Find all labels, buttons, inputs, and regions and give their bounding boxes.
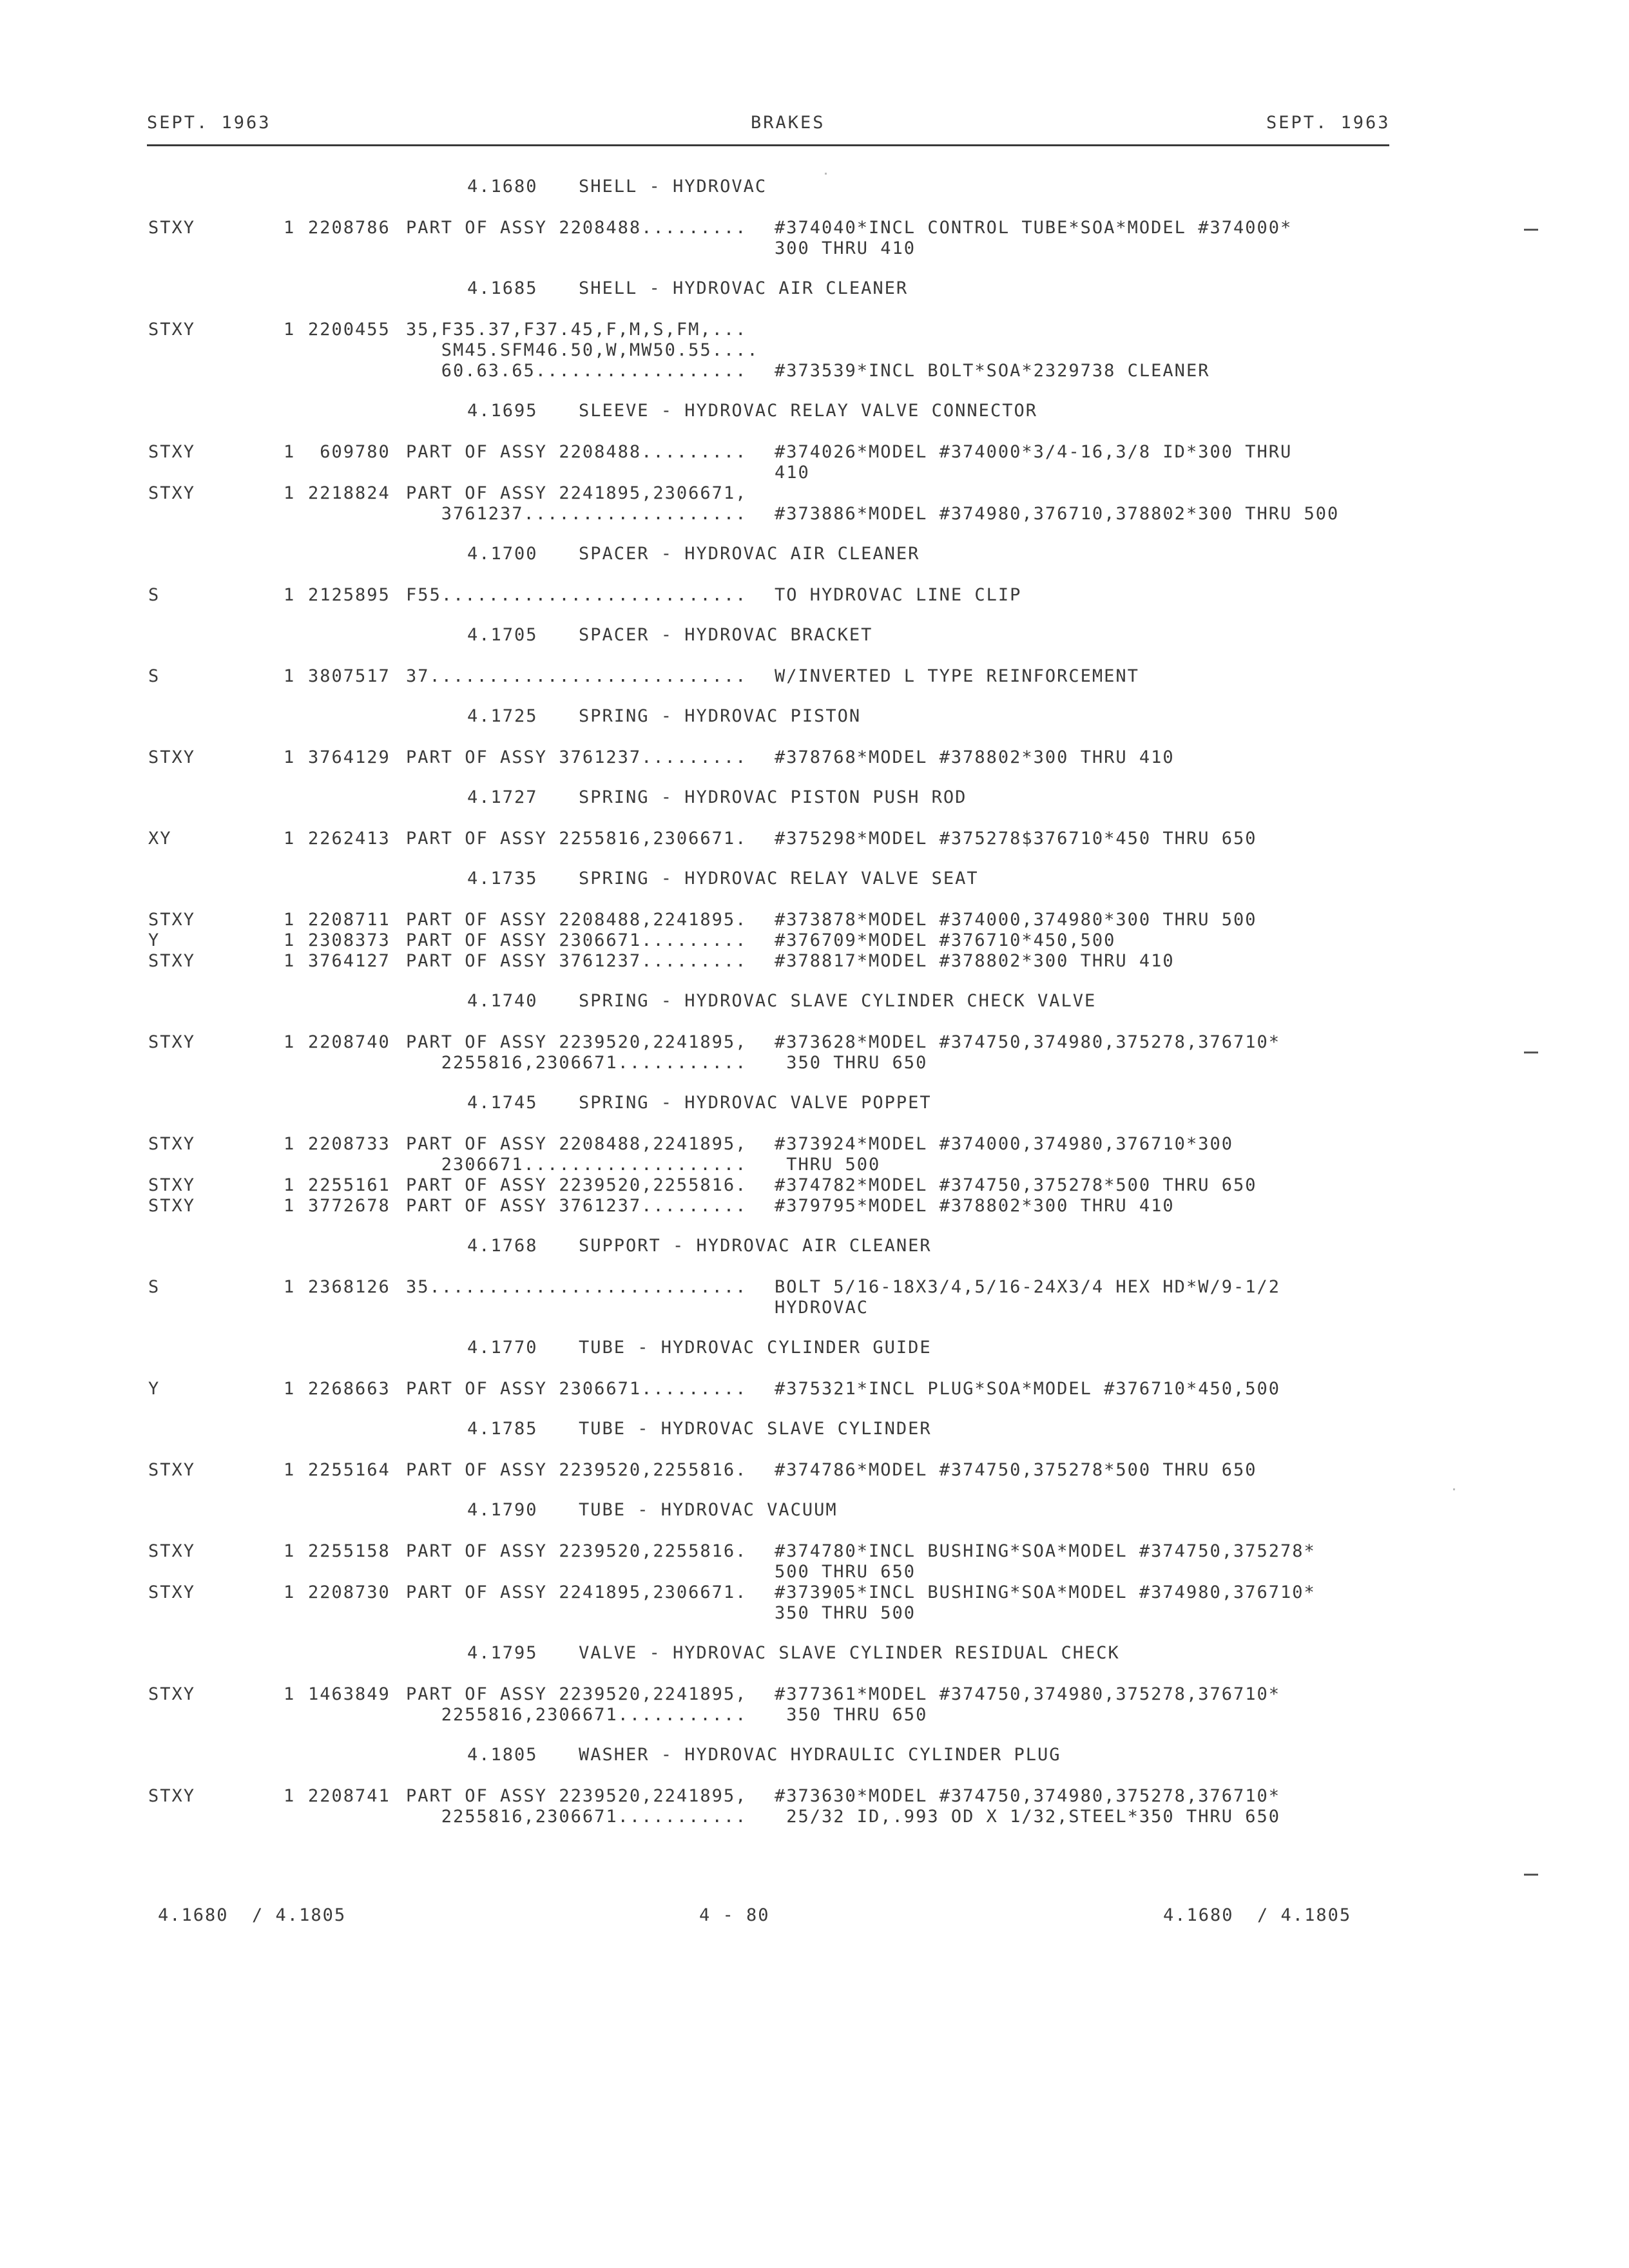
row-description: #375298*MODEL #375278$376710*450 THRU 650 xyxy=(775,829,1257,849)
row-part-number: 2255158 xyxy=(308,1541,390,1561)
row-quantity: 1 xyxy=(284,747,296,767)
section-title: SHELL - HYDROVAC xyxy=(579,177,767,197)
row-quantity: 1 xyxy=(284,930,296,950)
row-quantity: 1 xyxy=(284,1379,296,1399)
row-quantity: 1 xyxy=(284,483,296,503)
row-part-number: 2368126 xyxy=(308,1277,390,1297)
row-usage-text: PART OF ASSY 2306671......... xyxy=(406,1379,747,1399)
section-code: 4.1745 xyxy=(467,1093,538,1113)
row-usage-text: PART OF ASSY 3761237......... xyxy=(406,747,747,767)
row-description: 350 THRU 650 xyxy=(775,1705,928,1725)
footer-left: 4.1680 / 4.1805 xyxy=(158,1905,347,1925)
row-quantity: 1 xyxy=(284,829,296,849)
row-usage-text: 35........................... xyxy=(406,1277,747,1297)
row-usage-text: 37........................... xyxy=(406,666,747,686)
row-usage-text: PART OF ASSY 2208488,2241895, xyxy=(406,1134,747,1154)
row-description: #373628*MODEL #374750,374980,375278,376710* xyxy=(775,1032,1280,1052)
row-type-code: S xyxy=(148,585,160,605)
row-quantity: 1 xyxy=(284,1582,296,1602)
row-usage-text: PART OF ASSY 2255816,2306671. xyxy=(406,829,747,849)
row-description: #375321*INCL PLUG*SOA*MODEL #376710*450,500 xyxy=(775,1379,1280,1399)
section-code: 4.1685 xyxy=(467,278,538,298)
header-right: SEPT. 1963 xyxy=(1266,113,1391,133)
section-code: 4.1795 xyxy=(467,1643,538,1663)
margin-mark xyxy=(1524,1874,1538,1876)
row-quantity: 1 xyxy=(284,320,296,340)
row-type-code: STXY xyxy=(148,483,196,503)
row-description: HYDROVAC xyxy=(775,1298,869,1318)
row-description: #378768*MODEL #378802*300 THRU 410 xyxy=(775,747,1175,767)
row-description: #377361*MODEL #374750,374980,375278,376710* xyxy=(775,1684,1280,1704)
row-part-number: 2268663 xyxy=(308,1379,390,1399)
row-usage-text: 2306671................... xyxy=(406,1155,747,1175)
row-type-code: S xyxy=(148,1277,160,1297)
row-quantity: 1 xyxy=(284,1196,296,1216)
row-part-number: 2262413 xyxy=(308,829,390,849)
row-usage-text: 35,F35.37,F37.45,F,M,S,FM,... xyxy=(406,320,747,340)
section-code: 4.1735 xyxy=(467,869,538,889)
row-description: #373539*INCL BOLT*SOA*2329738 CLEANER xyxy=(775,361,1210,381)
section-code: 4.1727 xyxy=(467,787,538,807)
section-title: SHELL - HYDROVAC AIR CLEANER xyxy=(579,278,909,298)
row-part-number: 2200455 xyxy=(308,320,390,340)
scan-speck xyxy=(1453,1488,1455,1490)
row-description: #374026*MODEL #374000*3/4-16,3/8 ID*300 THRU xyxy=(775,442,1293,462)
section-title: SPRING - HYDROVAC RELAY VALVE SEAT xyxy=(579,869,979,889)
section-title: SPRING - HYDROVAC PISTON xyxy=(579,706,862,726)
row-usage-text: PART OF ASSY 2306671......... xyxy=(406,930,747,950)
scan-speck xyxy=(825,173,827,175)
section-title: SUPPORT - HYDROVAC AIR CLEANER xyxy=(579,1236,932,1256)
row-type-code: STXY xyxy=(148,320,196,340)
row-usage-text: 2255816,2306671........... xyxy=(406,1705,747,1725)
section-code: 4.1700 xyxy=(467,544,538,564)
row-quantity: 1 xyxy=(284,666,296,686)
section-code: 4.1740 xyxy=(467,991,538,1011)
row-part-number: 1463849 xyxy=(308,1684,390,1704)
section-title: SPACER - HYDROVAC BRACKET xyxy=(579,625,873,645)
row-description: #379795*MODEL #378802*300 THRU 410 xyxy=(775,1196,1175,1216)
section-code: 4.1768 xyxy=(467,1236,538,1256)
row-type-code: STXY xyxy=(148,218,196,238)
row-description: #374780*INCL BUSHING*SOA*MODEL #374750,375278* xyxy=(775,1541,1316,1561)
row-type-code: STXY xyxy=(148,910,196,930)
row-type-code: XY xyxy=(148,829,172,849)
row-usage-text: PART OF ASSY 2208488,2241895. xyxy=(406,910,747,930)
section-title: WASHER - HYDROVAC HYDRAULIC CYLINDER PLUG xyxy=(579,1745,1061,1765)
row-quantity: 1 xyxy=(284,218,296,238)
page-number: 4 - 80 xyxy=(699,1905,770,1925)
row-description: #373905*INCL BUSHING*SOA*MODEL #374980,376710* xyxy=(775,1582,1316,1602)
row-type-code: Y xyxy=(148,1379,160,1399)
row-type-code: STXY xyxy=(148,442,196,462)
row-description: W/INVERTED L TYPE REINFORCEMENT xyxy=(775,666,1139,686)
row-type-code: STXY xyxy=(148,1541,196,1561)
row-type-code: STXY xyxy=(148,1175,196,1195)
row-quantity: 1 xyxy=(284,951,296,971)
row-quantity: 1 xyxy=(284,585,296,605)
row-usage-text: PART OF ASSY 2241895,2306671. xyxy=(406,1582,747,1602)
row-usage-text: PART OF ASSY 2208488......... xyxy=(406,442,747,462)
row-type-code: STXY xyxy=(148,1786,196,1806)
section-title: TUBE - HYDROVAC SLAVE CYLINDER xyxy=(579,1419,932,1439)
section-title: SPACER - HYDROVAC AIR CLEANER xyxy=(579,544,920,564)
row-description: 350 THRU 650 xyxy=(775,1053,928,1073)
row-usage-text: 60.63.65.................. xyxy=(406,361,747,381)
row-description: #374786*MODEL #374750,375278*500 THRU 650 xyxy=(775,1460,1257,1480)
section-title: SPRING - HYDROVAC PISTON PUSH ROD xyxy=(579,787,967,807)
row-usage-text: PART OF ASSY 2239520,2255816. xyxy=(406,1175,747,1195)
row-type-code: S xyxy=(148,666,160,686)
row-description: #373886*MODEL #374980,376710,378802*300 THRU 500 xyxy=(775,504,1340,524)
row-type-code: STXY xyxy=(148,1460,196,1480)
row-part-number: 2208740 xyxy=(308,1032,390,1052)
row-quantity: 1 xyxy=(284,442,296,462)
row-usage-text: PART OF ASSY 2239520,2255816. xyxy=(406,1541,747,1561)
row-description: BOLT 5/16-18X3/4,5/16-24X3/4 HEX HD*W/9-1/2 xyxy=(775,1277,1280,1297)
section-code: 4.1725 xyxy=(467,706,538,726)
row-type-code: STXY xyxy=(148,1582,196,1602)
row-description: 500 THRU 650 xyxy=(775,1562,916,1582)
row-usage-text: PART OF ASSY 2241895,2306671, xyxy=(406,483,747,503)
section-code: 4.1770 xyxy=(467,1338,538,1358)
row-quantity: 1 xyxy=(284,1786,296,1806)
row-type-code: STXY xyxy=(148,747,196,767)
row-description: #374782*MODEL #374750,375278*500 THRU 650 xyxy=(775,1175,1257,1195)
row-usage-text: PART OF ASSY 2239520,2241895, xyxy=(406,1786,747,1806)
row-part-number: 609780 xyxy=(308,442,390,462)
row-part-number: 3764129 xyxy=(308,747,390,767)
row-quantity: 1 xyxy=(284,1684,296,1704)
header-left: SEPT. 1963 xyxy=(147,113,271,133)
row-part-number: 2308373 xyxy=(308,930,390,950)
row-part-number: 2255161 xyxy=(308,1175,390,1195)
row-usage-text: SM45.SFM46.50,W,MW50.55.... xyxy=(406,340,759,360)
row-description: #376709*MODEL #376710*450,500 xyxy=(775,930,1116,950)
section-title: SPRING - HYDROVAC VALVE POPPET xyxy=(579,1093,932,1113)
row-description: #374040*INCL CONTROL TUBE*SOA*MODEL #374000* xyxy=(775,218,1293,238)
row-description: 410 xyxy=(775,463,810,483)
section-title: SLEEVE - HYDROVAC RELAY VALVE CONNECTOR xyxy=(579,401,1037,421)
row-type-code: STXY xyxy=(148,1032,196,1052)
row-description: 25/32 ID,.993 OD X 1/32,STEEL*350 THRU 650 xyxy=(775,1807,1280,1827)
margin-mark xyxy=(1524,1052,1538,1053)
row-part-number: 3807517 xyxy=(308,666,390,686)
row-type-code: STXY xyxy=(148,1134,196,1154)
row-quantity: 1 xyxy=(284,1541,296,1561)
row-part-number: 3764127 xyxy=(308,951,390,971)
row-description: TO HYDROVAC LINE CLIP xyxy=(775,585,1022,605)
row-description: #373924*MODEL #374000,374980,376710*300 xyxy=(775,1134,1233,1154)
row-usage-text: 2255816,2306671........... xyxy=(406,1053,747,1073)
row-quantity: 1 xyxy=(284,1032,296,1052)
row-part-number: 2125895 xyxy=(308,585,390,605)
row-type-code: STXY xyxy=(148,951,196,971)
row-usage-text: PART OF ASSY 2239520,2241895, xyxy=(406,1684,747,1704)
margin-mark xyxy=(1524,229,1538,231)
section-title: TUBE - HYDROVAC VACUUM xyxy=(579,1500,838,1520)
section-title: TUBE - HYDROVAC CYLINDER GUIDE xyxy=(579,1338,932,1358)
row-usage-text: PART OF ASSY 2239520,2255816. xyxy=(406,1460,747,1480)
row-part-number: 3772678 xyxy=(308,1196,390,1216)
row-part-number: 2208730 xyxy=(308,1582,390,1602)
row-usage-text: PART OF ASSY 2239520,2241895, xyxy=(406,1032,747,1052)
section-title: VALVE - HYDROVAC SLAVE CYLINDER RESIDUAL CHECK xyxy=(579,1643,1120,1663)
row-part-number: 2208733 xyxy=(308,1134,390,1154)
section-code: 4.1785 xyxy=(467,1419,538,1439)
row-description: 300 THRU 410 xyxy=(775,238,916,258)
section-code: 4.1705 xyxy=(467,625,538,645)
row-usage-text: 2255816,2306671........... xyxy=(406,1807,747,1827)
row-part-number: 2208786 xyxy=(308,218,390,238)
row-type-code: Y xyxy=(148,930,160,950)
row-part-number: 2255164 xyxy=(308,1460,390,1480)
row-quantity: 1 xyxy=(284,1460,296,1480)
row-part-number: 2218824 xyxy=(308,483,390,503)
row-description: THRU 500 xyxy=(775,1155,881,1175)
section-code: 4.1805 xyxy=(467,1745,538,1765)
row-usage-text: PART OF ASSY 3761237......... xyxy=(406,951,747,971)
row-quantity: 1 xyxy=(284,1175,296,1195)
section-code: 4.1695 xyxy=(467,401,538,421)
row-type-code: STXY xyxy=(148,1196,196,1216)
row-quantity: 1 xyxy=(284,1134,296,1154)
section-code: 4.1680 xyxy=(467,177,538,197)
row-description: #373630*MODEL #374750,374980,375278,376710* xyxy=(775,1786,1280,1806)
row-part-number: 2208711 xyxy=(308,910,390,930)
row-usage-text: 3761237................... xyxy=(406,504,747,524)
row-quantity: 1 xyxy=(284,910,296,930)
row-usage-text: PART OF ASSY 3761237......... xyxy=(406,1196,747,1216)
section-code: 4.1790 xyxy=(467,1500,538,1520)
section-title: SPRING - HYDROVAC SLAVE CYLINDER CHECK VALVE xyxy=(579,991,1097,1011)
row-type-code: STXY xyxy=(148,1684,196,1704)
row-usage-text: PART OF ASSY 2208488......... xyxy=(406,218,747,238)
row-description: #378817*MODEL #378802*300 THRU 410 xyxy=(775,951,1175,971)
row-description: 350 THRU 500 xyxy=(775,1603,916,1623)
row-usage-text: F55.......................... xyxy=(406,585,747,605)
row-quantity: 1 xyxy=(284,1277,296,1297)
row-description: #373878*MODEL #374000,374980*300 THRU 500 xyxy=(775,910,1257,930)
footer-right: 4.1680 / 4.1805 xyxy=(1163,1905,1352,1925)
row-part-number: 2208741 xyxy=(308,1786,390,1806)
header-center: BRAKES xyxy=(751,113,825,133)
